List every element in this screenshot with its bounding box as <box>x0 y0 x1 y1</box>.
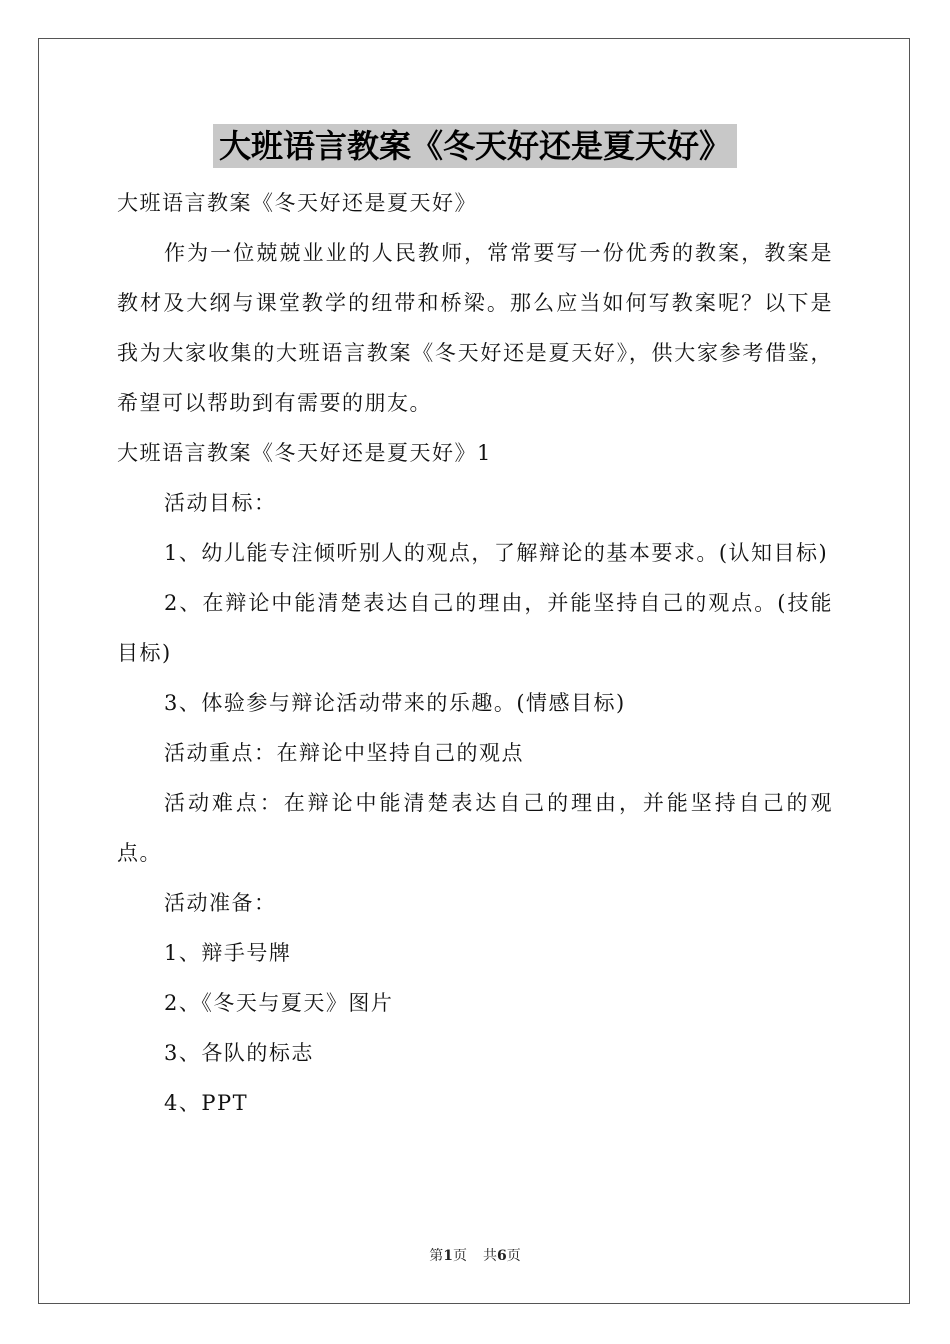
paragraph: 活动重点：在辩论中坚持自己的观点 <box>164 741 524 765</box>
paragraph: 3、体验参与辩论活动带来的乐趣。(情感目标) <box>164 691 626 715</box>
paragraph: 4、PPT <box>164 1091 249 1115</box>
paragraph: 1、幼儿能专注倾听别人的观点，了解辩论的基本要求。(认知目标) <box>164 541 829 565</box>
paragraph: 1、辩手号牌 <box>164 941 292 965</box>
paragraph: 大班语言教案《冬天好还是夏天好》1 <box>117 441 492 465</box>
paragraph: 活动难点：在辩论中能清楚表达自己的理由，并能坚持自己的观点。 <box>117 791 833 865</box>
paragraph: 3、各队的标志 <box>164 1041 314 1065</box>
paragraph: 2、在辩论中能清楚表达自己的理由，并能坚持自己的观点。(技能目标) <box>117 591 833 665</box>
paragraph: 2、《冬天与夏天》图片 <box>164 991 394 1015</box>
paragraph: 大班语言教案《冬天好还是夏天好》 <box>117 191 477 215</box>
total-suffix: 页 <box>506 1248 521 1264</box>
total-prefix: 共 <box>483 1248 497 1264</box>
title-area <box>0 124 950 168</box>
page-suffix: 页 <box>453 1248 467 1264</box>
total-pages: 6 <box>497 1248 507 1264</box>
page-prefix: 第 <box>429 1248 444 1264</box>
paragraph: 活动目标： <box>164 491 277 515</box>
document-title: 大班语言教案《冬天好还是夏天好》 <box>213 124 737 168</box>
document-body <box>117 178 833 1128</box>
paragraph: 作为一位兢兢业业的人民教师，常常要写一份优秀的教案，教案是教材及大纲与课堂教学的纽带和桥梁。那么应当如何写教案呢？以下是我为大家收集的大班语言教案《冬天好还是夏天好》，供大家参考借鉴，希望可以帮助到有需要的朋友。 <box>117 241 833 415</box>
page-number: 1 <box>443 1248 453 1264</box>
paragraph: 活动准备： <box>164 891 277 915</box>
page-footer <box>0 1246 950 1266</box>
